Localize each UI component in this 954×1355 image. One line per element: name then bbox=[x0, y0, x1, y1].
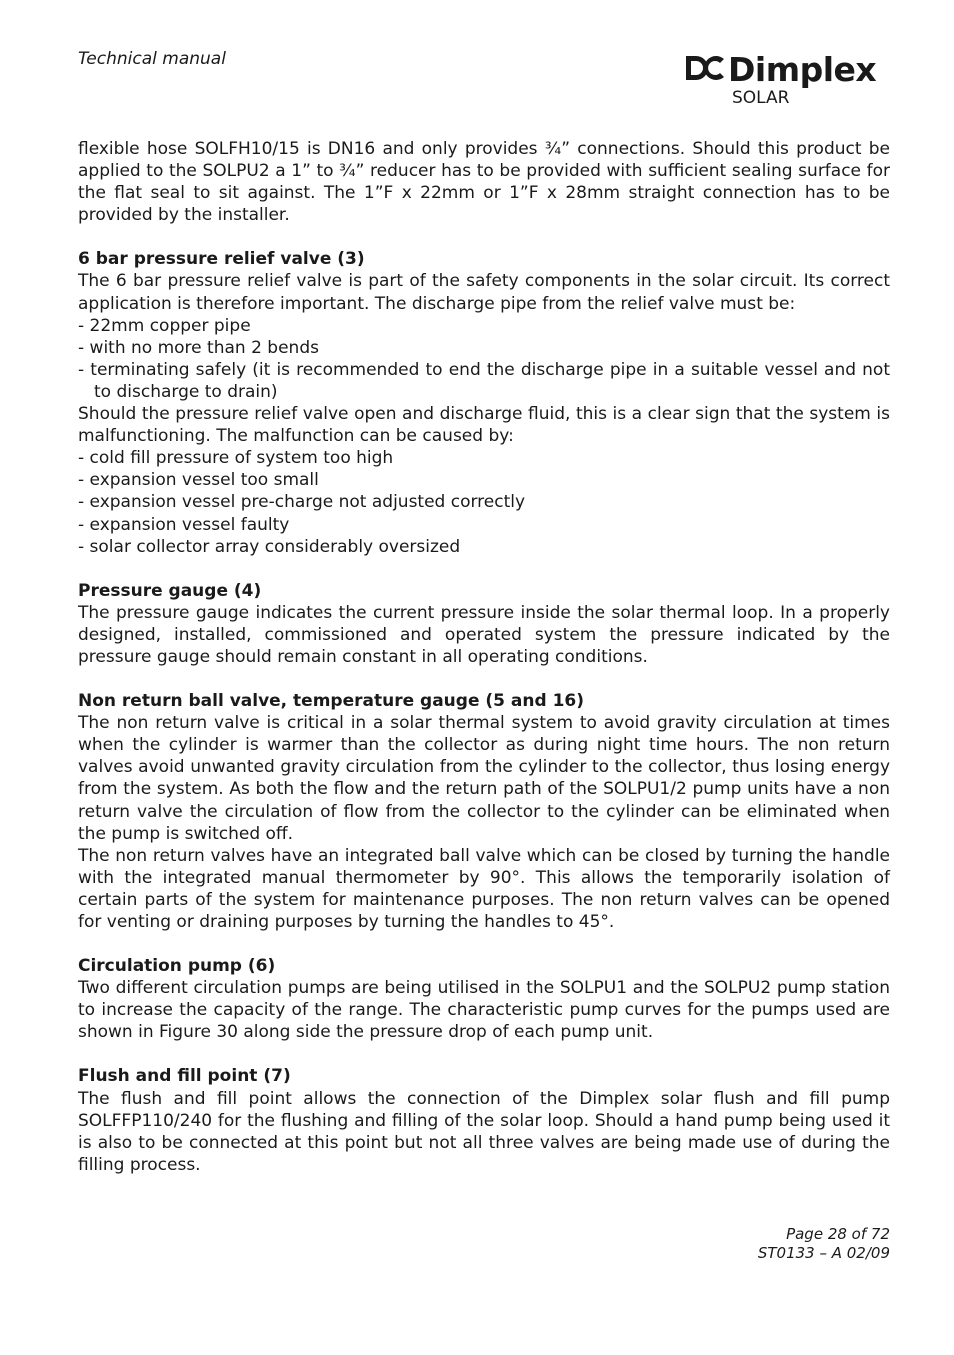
non-return-heading: Non return ball valve, temperature gauge (5 and 16) bbox=[78, 691, 585, 712]
relief-valve-heading: 6 bar pressure relief valve (3) bbox=[78, 249, 365, 270]
non-return-body-1: The non return valve is critical in a solar thermal system to avoid gravity circulation at times when the cylinder is warmer than the collector as during night time hours. The non return valves avoid unwanted gravity circulation from the cylinder to the collector, thus losing energy from the system. As both the flow and the return path of the SOLPU1/2 pump units have a non return valve the circulation of flow from the collector to the cylinder can be eliminated when the pump is switched off. bbox=[78, 713, 890, 844]
intro-paragraph: flexible hose SOLFH10/15 is DN16 and only provides ¾” connections. Should this product be applied to the SOLPU2 a 1” to ¾” reducer has to be provided with sufficient sealing surface for the flat seal to sit against. The 1”F x 22mm or 1”F x 28mm straight connection has to be provided by the installer. bbox=[78, 139, 890, 226]
list-item: - terminating safely (it is recommended to end the discharge pipe in a suitable vessel and not to discharge to drain) bbox=[78, 359, 890, 403]
circulation-pump-body: Two different circulation pumps are being utilised in the SOLPU1 and the SOLPU2 pump station to increase the capacity of the range. The characteristic pump curves for the pumps used are shown in Figure 30 along side the pressure drop of each pump unit. bbox=[78, 978, 890, 1043]
logo-subtitle: SOLAR bbox=[732, 88, 790, 108]
page-footer bbox=[758, 1225, 890, 1263]
flush-fill-heading: Flush and fill point (7) bbox=[78, 1066, 291, 1087]
logo-wordmark: Dimplex bbox=[728, 50, 877, 89]
non-return-body-2: The non return valves have an integrated ball valve which can be closed by turning the handle with the integrated manual thermometer by 90°. This allows the temporarily isolation of certain parts of the system for maintenance purposes. The non return valves can be opened for venting or draining purposes by turning the handles to 45°. bbox=[78, 845, 890, 932]
list-item: - cold fill pressure of system too high bbox=[78, 447, 890, 469]
document-title: Technical manual bbox=[78, 49, 226, 69]
list-item: - expansion vessel faulty bbox=[78, 514, 890, 536]
page-content bbox=[78, 138, 890, 1176]
list-item: - with no more than 2 bends bbox=[78, 337, 890, 359]
page-number: Page 28 of 72 bbox=[786, 1225, 890, 1243]
circulation-pump-heading: Circulation pump (6) bbox=[78, 956, 276, 977]
dimplex-logo bbox=[684, 50, 888, 90]
pressure-gauge-body: The pressure gauge indicates the current pressure inside the solar thermal loop. In a properly designed, installed, commissioned and operated system the pressure indicated by the pressure gauge should remain constant in all operating conditions. bbox=[78, 602, 890, 667]
relief-requirements-list bbox=[78, 315, 890, 403]
relief-valve-intro: The 6 bar pressure relief valve is part of the safety components in the solar circuit. Its correct application is therefore important. The discharge pipe from the relief valve must be: bbox=[78, 271, 890, 314]
list-item: - expansion vessel too small bbox=[78, 469, 890, 491]
pressure-gauge-heading: Pressure gauge (4) bbox=[78, 580, 262, 601]
flush-fill-body: The flush and fill point allows the connection of the Dimplex solar flush and fill pump SOLFFP110/240 for the flushing and filling of the solar loop. Should a hand pump being used it is also to be connected at this point but not all three valves are being made use of during the filling process. bbox=[78, 1088, 890, 1175]
document-reference: ST0133 – A 02/09 bbox=[757, 1244, 890, 1262]
list-item: - 22mm copper pipe bbox=[78, 315, 890, 337]
list-item: - solar collector array considerably oversized bbox=[78, 536, 890, 558]
dimplex-logo-icon bbox=[684, 50, 888, 90]
list-item: - expansion vessel pre-charge not adjusted correctly bbox=[78, 491, 890, 513]
relief-valve-middle: Should the pressure relief valve open and discharge fluid, this is a clear sign that the system is malfunctioning. The malfunction can be caused by: bbox=[78, 404, 890, 447]
malfunction-causes-list bbox=[78, 447, 890, 557]
